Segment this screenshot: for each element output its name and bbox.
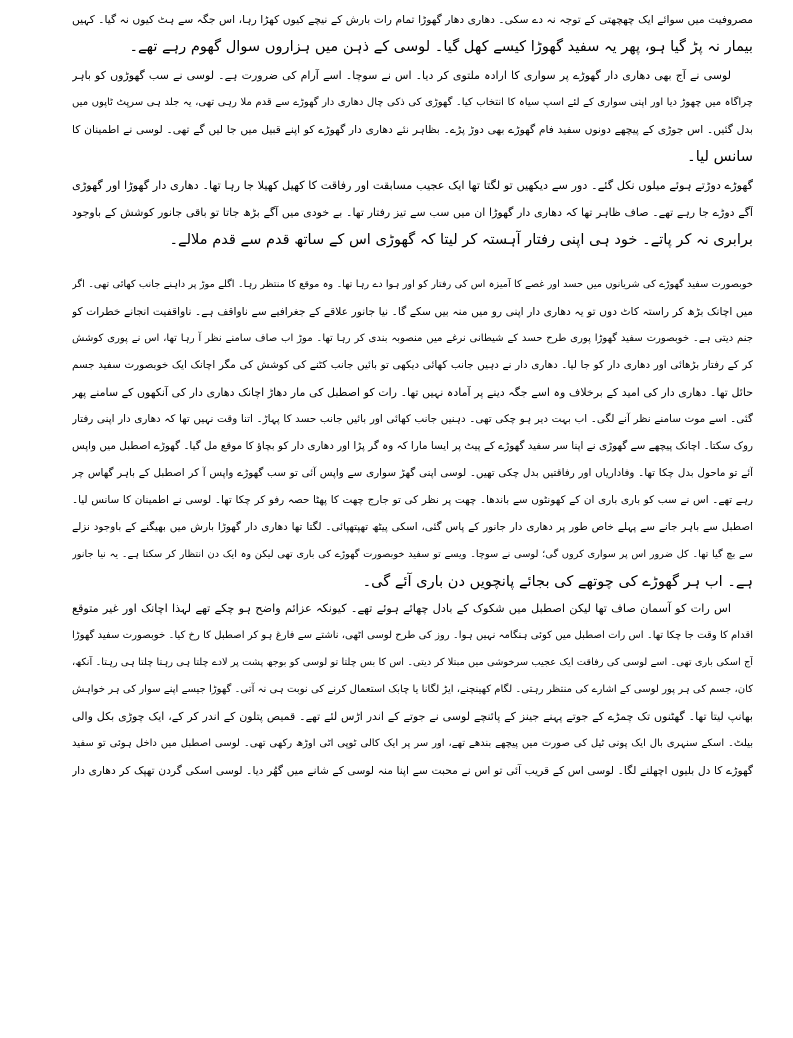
- text-line: برابری نہ کر پاتے۔ خود ہی اپنی رفتار آہستہ کر لیتا کہ گھوڑی اس کے ساتھ قدم سے قدم ملالے۔: [169, 231, 753, 248]
- text-line: خوبصورت سفید گھوڑے کی شریانوں میں حسد اور غصے کا آمیزہ اس کی رفتار کو اور ہوا دے رہا تھا۔ وہ موقع کا منتظر رہا۔ اگلے موڑ پر داہنے جانب کھائی تھی۔ اگر: [72, 279, 753, 290]
- text-line: میں اچانک بڑھ کر راستہ کاٹ دوں تو یہ دھاری دار اپنی رو میں منہ بیں سکے گا۔ نیا جانور علاقے کے جغرافیے سے ناواقف ہے۔ ناواقفیت انجانے خطرات کو: [72, 305, 753, 318]
- text-line: آگے دوڑے جا رہے تھے۔ صاف ظاہر تھا کہ دھاری دار گھوڑا ان میں سب سے تیز رفتار تھا۔ بے خودی میں آگے بڑھ جاتا تو باقی جانور کوشش کے باوجود: [72, 206, 753, 219]
- text-line: حائل تھا۔ دھاری دار کی امید کے برخلاف وہ اسے جگہ دینے پر آمادہ نہیں تھا۔ رات کو اصطبل کی مار دھاڑ اچانک دھاری دار کی آنکھوں کے سامنے پھر: [72, 386, 753, 399]
- paragraph-3: [72, 172, 753, 253]
- text-line: لوسی نے آج بھی دھاری دار گھوڑے پر سواری کا ارادہ ملتوی کر دیا۔ اس نے سوچا۔ اسے آرام کی ضرورت ہے۔ لوسی نے سب گھوڑوں کو باہر: [72, 69, 731, 82]
- paragraph-5: [72, 595, 753, 784]
- text-line: کان، جسم کی ہر پور لوسی کے اشارے کی منتظر رہتی۔ لگام کھینچنے، ایڑ لگانا یا چابک استعمال کرنے کی نوبت ہی نہ آتی۔ گھوڑا جیسے اپنے سوار کی ہر خواہش: [72, 684, 753, 695]
- section-gap: [72, 253, 753, 271]
- text-line: اصطبل سے باہر جانے سے پہلے خاص طور پر دھاری دار جانور کے پاس گئی، اسکی پیٹھ تھپتھپائی۔ لگتا تھا دھاری دار گھوڑا بارش میں بھیگنے کے باوجود نزلے: [72, 521, 753, 533]
- text-line: روک سکتا۔ اچانک پیچھے سے گھوڑی نے اپنا سر سفید گھوڑے کے پیٹ پر ایسا مارا کہ وہ گر پڑا اور دھاری دار کو بچاؤ کا موقع مل گیا۔ گھوڑے اصطبل میں واپس: [72, 440, 753, 452]
- text-line: ہے۔ اب ہر گھوڑے کی چوتھے کی بجائے پانچویں دن باری آئے گی۔: [362, 573, 753, 590]
- text-line: جنم دیتی ہے۔ خوبصورت سفید گھوڑا پوری طرح حسد کے شیطانی نرغے میں منصوبہ بندی کر رہا تھا۔ موڑ اب صاف سامنے نظر آ رہا تھا، اس نے پوری کوشش: [72, 333, 753, 344]
- text-line: گھوڑے دوڑتے ہوئے میلوں نکل گئے۔ دور سے دیکھیں تو لگتا تھا ایک عجیب مسابقت اور رفاقت کا کھیل کھیلا جا رہا تھا۔ دھاری دار گھوڑا اور گھوڑی: [72, 179, 753, 192]
- paragraph-2: [72, 62, 753, 170]
- text-line: رہے تھے۔ اس نے سب کو باری باری ان کے کھونٹوں سے باندھا۔ چھت پر نظر کی تو جارج چھت کا پھٹا حصہ رفو کر چکا تھا۔ لوسی نے اطمینان کا سانس لیا۔: [72, 494, 753, 506]
- text-line: بیمار نہ پڑ گیا ہو، پھر یہ سفید گھوڑا کیسے کھل گیا۔ لوسی کے ذہن میں ہزاروں سوال گھوم رہے تھے۔: [129, 38, 753, 55]
- text-line: بیلٹ۔ اسکے سنہری بال ایک پونی ٹیل کی صورت میں پیچھے بندھے تھے، اور سر پر ایک کالی ٹوپی اٹی اوڑھ رکھی تھی۔ لوسی اصطبل میں داخل ہوئی تو سفید: [72, 738, 753, 749]
- text-line: مصروفیت میں سوائے ایک چھچھتی کے توجہ نہ دے سکی۔ دھاری دھار گھوڑا تمام رات بارش کے نیچے کیوں کھڑا رہا، اس جگہ سے ہٹ کیوں نہ گیا۔ کہیں: [72, 13, 753, 26]
- text-line: سے بچ گیا تھا۔ کل ضرور اس پر سواری کروں گی؛ لوسی نے سوچا۔ ویسے تو سفید خوبصورت گھوڑے کی باری تھی لیکن وہ ایک دن انتظار کر سکتا ہے۔ یہ نیا جانور: [72, 549, 753, 560]
- text-line: اقدام کا وقت جا چکا تھا۔ اس رات اصطبل میں کوئی ہنگامہ نہیں ہوا۔ روز کی طرح لوسی اٹھی، ناشتے سے فارغ ہو کر اصطبل کا رخ کیا۔ خوبصورت سفید گھوڑا: [72, 630, 753, 641]
- text-line: بدل گئیں۔ اس جوڑی کے پیچھے دونوں سفید فام گھوڑے بھی دوڑ پڑے۔ بظاہر نئے دھاری دار گھوڑے کو اپنے قبیل میں جا لیں گے تھی۔ لوسی نے اطمینان کا: [72, 123, 753, 136]
- text-line: بھانپ لیتا تھا۔ گھٹنوں تک چمڑے کے جوتے پہنے جینز کے پائنچے لوسی نے جوتے کے اندر اڑس لئے تھے۔ قمیص پتلون کے اندر کر کے، ایک چوڑی بکل والی: [72, 710, 753, 723]
- text-line: آج اسکی باری تھی۔ اسے لوسی کی رفاقت ایک عجیب سرخوشی میں مبتلا کر دیتی۔ اس کا بس چلتا تو لوسی کو بوجھ پشت پر لادے چلتا ہی رہتا چلتا ہی رہتا۔ آنکھ،: [72, 657, 753, 668]
- text-line: اس رات کو آسمان صاف تھا لیکن اصطبل میں شکوک کے بادل چھائے ہوئے تھے۔ کیونکہ عزائم واضح ہو چکے تھے لہذا اچانک اور غیر متوقع: [72, 602, 731, 615]
- text-line: گئی۔ اسے موت سامنے نظر آنے لگی۔ اب بہت دیر ہو چکی تھی۔ دہنیں جانب کھائی اور بائیں جانب حسد کا پہاڑ۔ اتنا وقت نہیں تھا کہ دھاری دار اپنی رفتار: [72, 413, 753, 425]
- paragraph-4: [72, 271, 753, 595]
- text-line: کر کے رفتار بڑھائی اور دھاری دار کو جا لیا۔ دھاری دار نے دہیں جانب کھائی دیکھی تو بائیں جانب کٹنے کی کوشش کی مگر اچانک ایک خوبصورت سفید جسم: [72, 359, 753, 371]
- text-line: چراگاہ میں چھوڑ دیا اور اپنی سواری کے لئے اسپ سیاہ کا انتخاب کیا۔ گھوڑی کی ذکی چال دھاری دار گھوڑے سے قدم ملا رہی تھی، یہ جلد ہی سرپٹ ٹاپوں میں: [72, 97, 753, 108]
- text-line: گھوڑے کا دل بلیوں اچھلنے لگا۔ لوسی اس کے قریب آئی تو اس نے محبت سے اپنا منہ لوسی کے شانے میں گھُر دیا۔ لوسی اسکی گردن تھپک کر دھاری دار: [72, 764, 753, 777]
- text-line: سانس لیا۔: [687, 148, 753, 165]
- text-line: آئے تو ماحول بدل چکا تھا۔ وفاداریاں اور رفاقتیں بدل چکی تھیں۔ لوسی اپنی گھڑ سواری سے واپس آئی تو سب گھوڑے واپس آ کر اصطبل کے باہر گھاس چر: [72, 467, 753, 479]
- paragraph-1: [72, 6, 753, 60]
